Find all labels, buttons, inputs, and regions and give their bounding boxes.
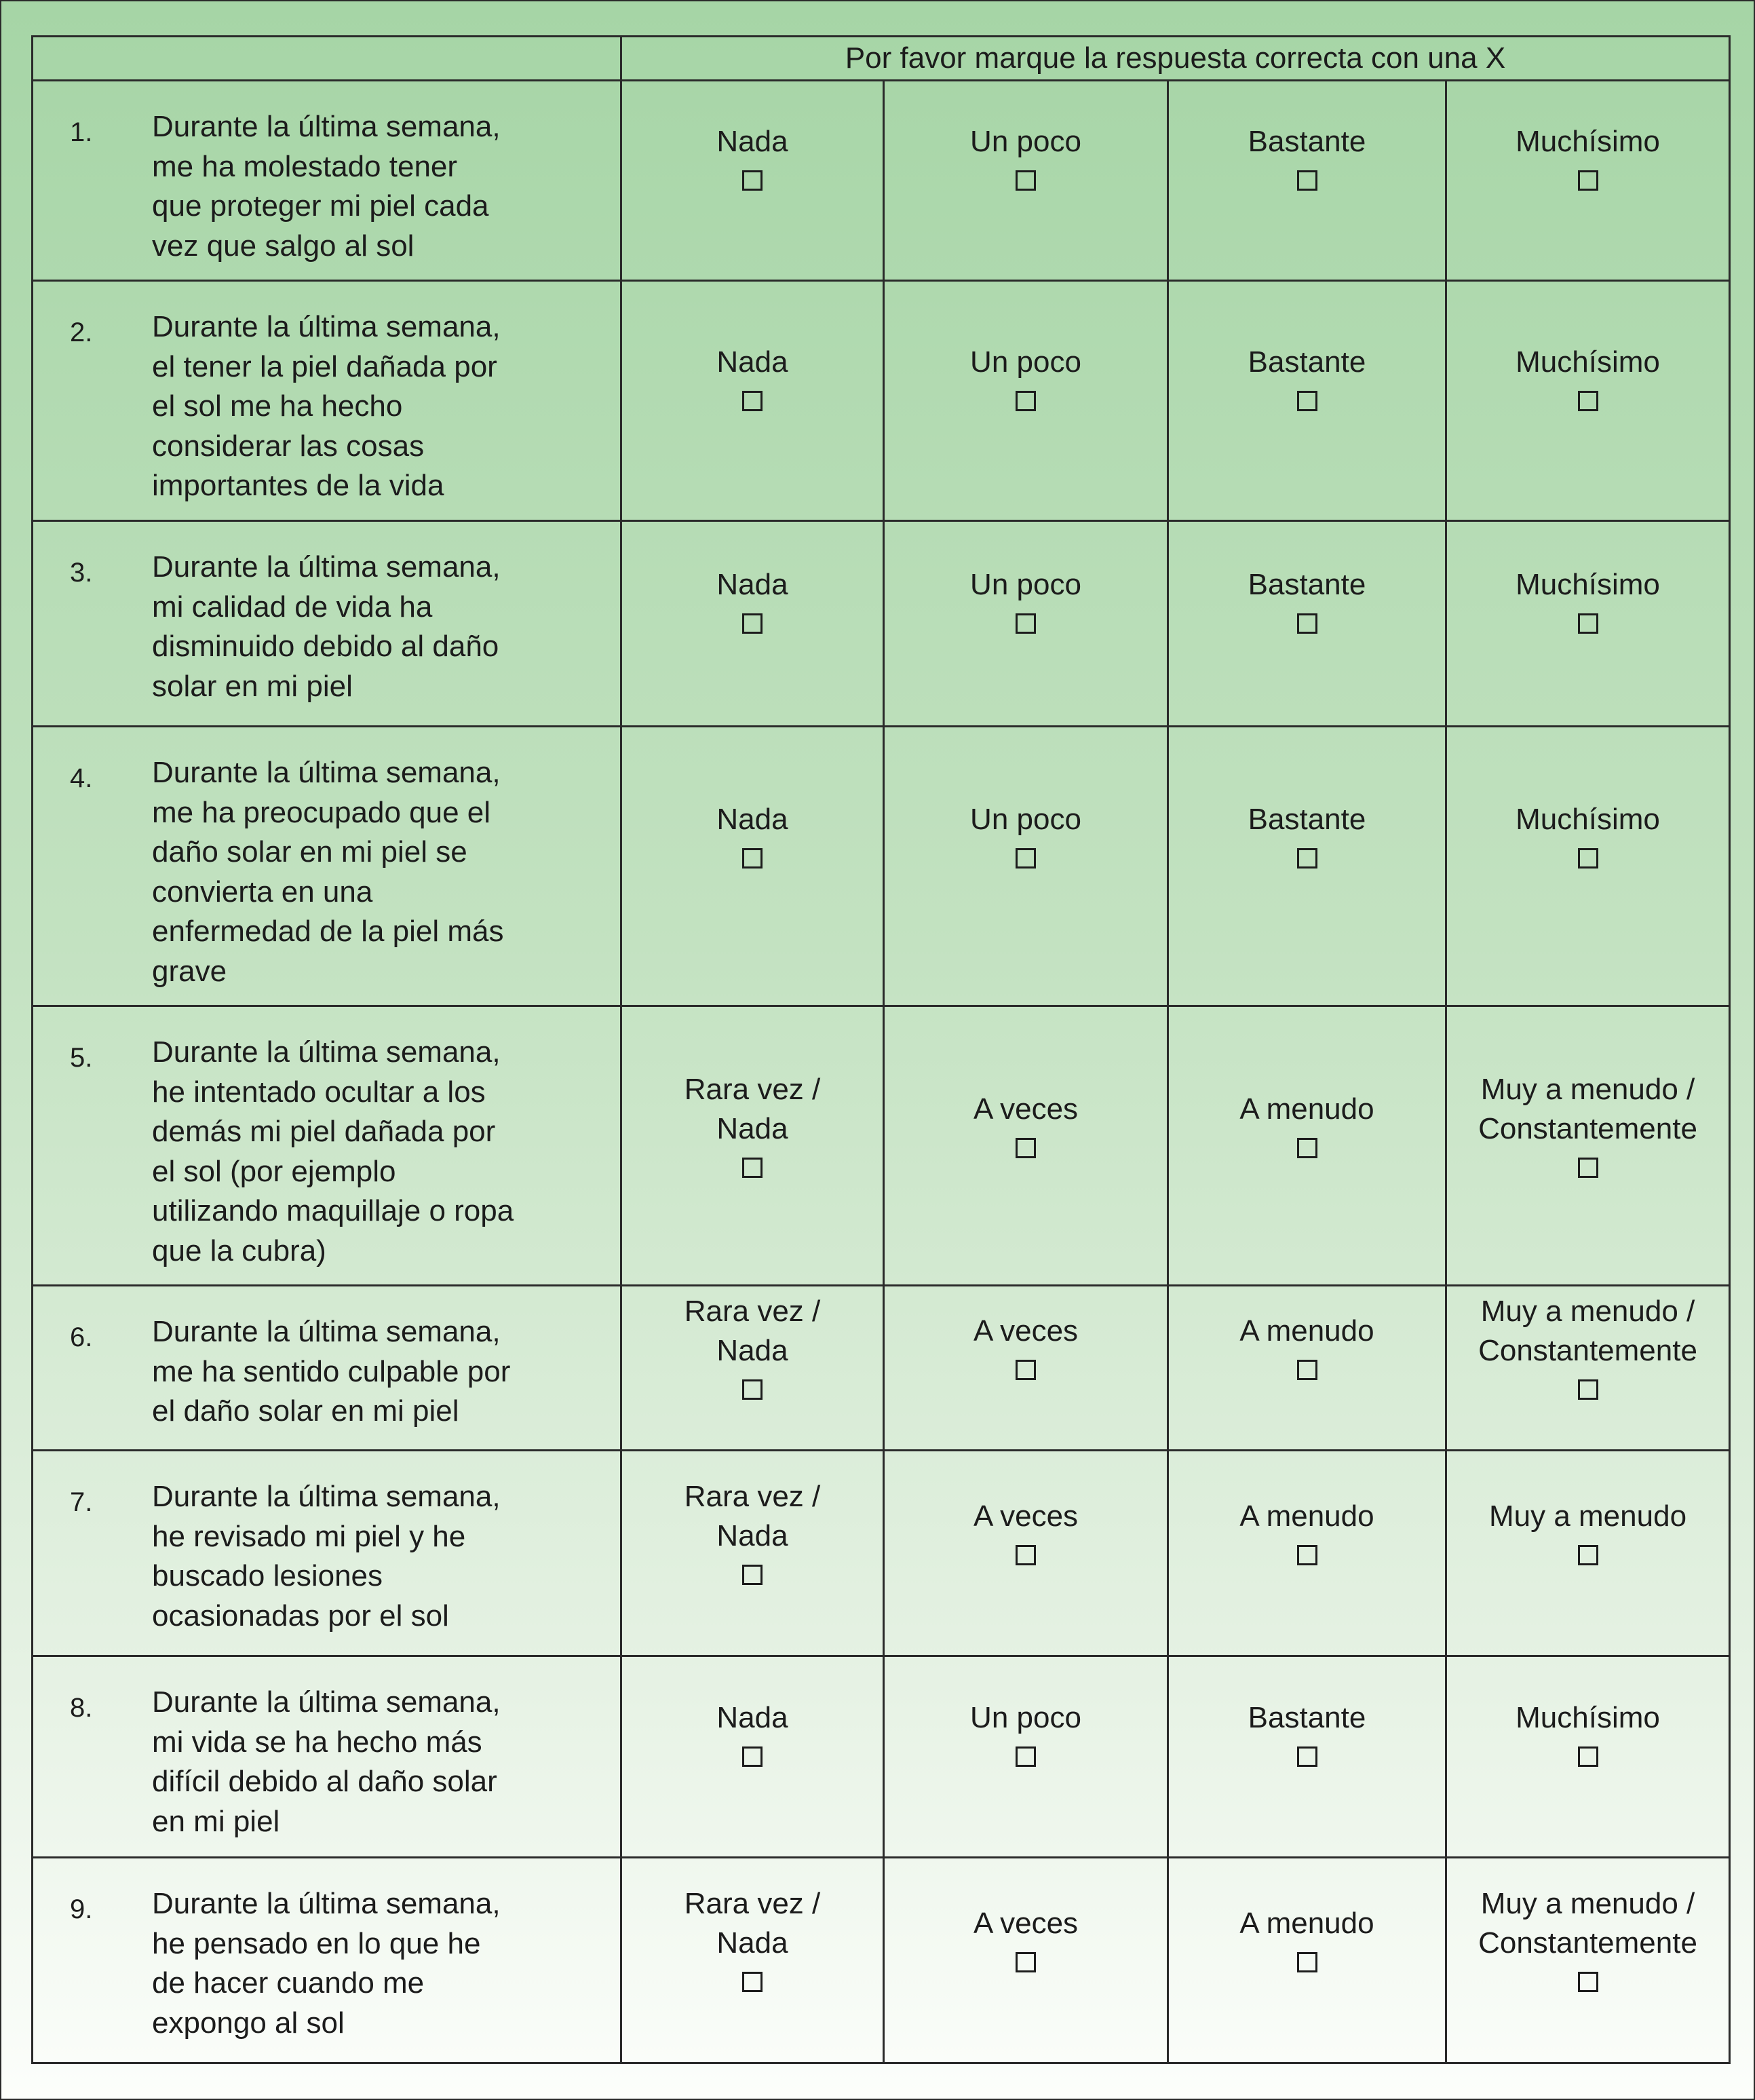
question-text-line: considerar las cosas xyxy=(152,429,425,463)
answer-checkbox[interactable] xyxy=(1297,170,1317,191)
question-text-line: mi calidad de vida ha xyxy=(152,590,433,624)
question-row-3 xyxy=(33,521,1730,727)
question-text-line: Durante la última semana, xyxy=(152,1887,501,1920)
answer-option-label: Constantemente xyxy=(1478,1111,1697,1145)
answer-option-2 xyxy=(884,521,1168,727)
question-text-line: me ha sentido culpable por xyxy=(152,1354,511,1388)
question-row-7 xyxy=(33,1451,1730,1656)
question-text xyxy=(152,753,593,991)
question-text-line: grave xyxy=(152,954,227,988)
answer-option-2 xyxy=(884,1006,1168,1286)
answer-option-2 xyxy=(884,727,1168,1006)
question-row-1 xyxy=(33,81,1730,281)
question-text xyxy=(152,1884,593,2043)
answer-option-4 xyxy=(1446,1656,1730,1858)
answer-option-label: Rara vez / xyxy=(684,1480,821,1513)
question-number: 9. xyxy=(70,1894,93,1924)
answer-option-4 xyxy=(1446,1858,1730,2063)
answer-checkbox[interactable] xyxy=(1016,170,1036,191)
answer-option-2 xyxy=(884,1451,1168,1656)
question-text-line: me ha molestado tener xyxy=(152,149,458,183)
answer-checkbox[interactable] xyxy=(1016,391,1036,411)
answer-checkbox[interactable] xyxy=(742,848,763,868)
answer-option-label: Rara vez / xyxy=(684,1887,821,1920)
question-text-line: difícil debido al daño solar xyxy=(152,1765,497,1798)
answer-option-label: Un poco xyxy=(970,1701,1081,1734)
answer-option-1 xyxy=(621,727,884,1006)
question-cell xyxy=(33,727,621,1006)
answer-checkbox[interactable] xyxy=(1016,613,1036,634)
answer-checkbox[interactable] xyxy=(1016,1138,1036,1158)
answer-checkbox[interactable] xyxy=(742,1972,763,1992)
answer-checkbox[interactable] xyxy=(1578,613,1598,634)
answer-option-label: Nada xyxy=(716,345,788,379)
answer-option-3 xyxy=(1168,81,1446,281)
question-number: 1. xyxy=(70,117,93,147)
answer-checkbox[interactable] xyxy=(1578,1158,1598,1178)
answer-option-1 xyxy=(621,521,884,727)
answer-option-1 xyxy=(621,81,884,281)
question-row-9 xyxy=(33,1858,1730,2063)
answer-option-label: Muy a menudo / xyxy=(1480,1072,1695,1106)
answer-checkbox[interactable] xyxy=(1016,1545,1036,1565)
answer-option-label: Nada xyxy=(716,802,788,836)
question-text-line: Durante la última semana, xyxy=(152,550,501,584)
answer-option-label: A veces xyxy=(973,1092,1079,1126)
answer-option-label: Un poco xyxy=(970,568,1081,601)
answer-checkbox[interactable] xyxy=(1297,1952,1317,1972)
answer-option-label: A menudo xyxy=(1239,1092,1374,1126)
question-text-line: Durante la última semana, xyxy=(152,310,501,343)
answer-option-label: Constantemente xyxy=(1478,1334,1697,1367)
question-text-line: he pensado en lo que he xyxy=(152,1926,481,1960)
answer-checkbox[interactable] xyxy=(1578,391,1598,411)
question-text-line: el sol (por ejemplo xyxy=(152,1154,396,1188)
question-number: 4. xyxy=(70,763,93,793)
question-row-8 xyxy=(33,1656,1730,1858)
answer-checkbox[interactable] xyxy=(1297,1138,1317,1158)
answer-checkbox[interactable] xyxy=(1016,1746,1036,1767)
question-cell xyxy=(33,1286,621,1451)
questions-body xyxy=(33,81,1730,2063)
answer-option-4 xyxy=(1446,1451,1730,1656)
answer-option-label: A menudo xyxy=(1239,1314,1374,1348)
question-cell xyxy=(33,281,621,521)
answer-option-label: Muy a menudo / xyxy=(1480,1887,1695,1920)
question-cell xyxy=(33,81,621,281)
answer-option-4 xyxy=(1446,521,1730,727)
question-number: 3. xyxy=(70,558,93,588)
question-text-line: de hacer cuando me xyxy=(152,1966,425,2000)
question-text-line: Durante la última semana, xyxy=(152,1035,501,1069)
instruction-header: Por favor marque la respuesta correcta con una X xyxy=(621,37,1730,81)
answer-option-label: Un poco xyxy=(970,345,1081,379)
answer-option-3 xyxy=(1168,1656,1446,1858)
answer-option-label: A veces xyxy=(973,1907,1079,1940)
question-text-line: ocasionadas por el sol xyxy=(152,1599,449,1633)
question-number: 5. xyxy=(70,1043,93,1073)
answer-checkbox[interactable] xyxy=(1297,848,1317,868)
answer-option-label: A veces xyxy=(973,1500,1079,1533)
question-text-line: el tener la piel dañada por xyxy=(152,349,497,383)
answer-checkbox[interactable] xyxy=(742,1565,763,1585)
answer-option-label: Muchísimo xyxy=(1516,345,1660,379)
question-text-line: disminuido debido al daño xyxy=(152,630,499,663)
answer-option-label: A menudo xyxy=(1239,1500,1374,1533)
answer-checkbox[interactable] xyxy=(742,170,763,191)
answer-option-label: Nada xyxy=(716,568,788,601)
answer-option-label: Muchísimo xyxy=(1516,568,1660,601)
question-cell xyxy=(33,1656,621,1858)
question-text-line: demás mi piel dañada por xyxy=(152,1115,496,1148)
answer-option-3 xyxy=(1168,727,1446,1006)
answer-option-3 xyxy=(1168,1451,1446,1656)
answer-option-label: Muy a menudo / xyxy=(1480,1295,1695,1328)
question-number: 6. xyxy=(70,1322,93,1352)
answer-option-label: Muchísimo xyxy=(1516,1701,1660,1734)
question-text xyxy=(152,1683,593,1841)
question-text-line: en mi piel xyxy=(152,1804,280,1838)
answer-option-label: Bastante xyxy=(1248,568,1366,601)
answer-option-4 xyxy=(1446,281,1730,521)
question-text-line: convierta en una xyxy=(152,875,373,909)
answer-checkbox[interactable] xyxy=(1297,1746,1317,1767)
answer-option-label: Nada xyxy=(716,1926,788,1960)
question-text-line: daño solar en mi piel se xyxy=(152,835,467,868)
question-row-2 xyxy=(33,281,1730,521)
question-text-line: utilizando maquillaje o ropa xyxy=(152,1194,514,1227)
answer-option-3 xyxy=(1168,521,1446,727)
answer-option-label: Rara vez / xyxy=(684,1295,821,1328)
questionnaire-table xyxy=(31,35,1731,2064)
answer-option-label: Nada xyxy=(716,1519,788,1552)
question-text-line: Durante la última semana, xyxy=(152,1315,501,1348)
answer-option-2 xyxy=(884,1858,1168,2063)
question-text-line: vez que salgo al sol xyxy=(152,229,414,263)
answer-option-label: A menudo xyxy=(1239,1907,1374,1940)
answer-option-label: Bastante xyxy=(1248,345,1366,379)
answer-option-label: Un poco xyxy=(970,125,1081,158)
answer-checkbox[interactable] xyxy=(1578,848,1598,868)
question-cell xyxy=(33,1006,621,1286)
question-row-6 xyxy=(33,1286,1730,1451)
answer-option-1 xyxy=(621,1656,884,1858)
answer-option-2 xyxy=(884,1286,1168,1451)
answer-option-label: Bastante xyxy=(1248,1701,1366,1734)
answer-option-label: Muchísimo xyxy=(1516,802,1660,836)
answer-option-2 xyxy=(884,1656,1168,1858)
question-text-line: Durante la última semana, xyxy=(152,1480,501,1513)
answer-option-1 xyxy=(621,1858,884,2063)
answer-checkbox[interactable] xyxy=(742,1746,763,1767)
question-text xyxy=(152,1312,593,1432)
question-text-line: Durante la última semana, xyxy=(152,756,501,789)
question-text-line: mi vida se ha hecho más xyxy=(152,1725,482,1759)
question-cell xyxy=(33,1858,621,2063)
header-row xyxy=(33,37,1730,81)
answer-checkbox[interactable] xyxy=(1578,1545,1598,1565)
question-row-4 xyxy=(33,727,1730,1006)
answer-option-3 xyxy=(1168,1858,1446,2063)
answer-option-3 xyxy=(1168,1006,1446,1286)
answer-checkbox[interactable] xyxy=(1016,1360,1036,1380)
question-number: 7. xyxy=(70,1487,93,1517)
question-text-line: Durante la última semana, xyxy=(152,110,501,143)
question-text xyxy=(152,107,593,266)
answer-option-3 xyxy=(1168,281,1446,521)
answer-option-label: Nada xyxy=(716,1111,788,1145)
answer-checkbox[interactable] xyxy=(1578,1379,1598,1400)
question-cell xyxy=(33,521,621,727)
question-text-line: he revisado mi piel y he xyxy=(152,1519,466,1553)
answer-option-label: Nada xyxy=(716,125,788,158)
question-number: 8. xyxy=(70,1693,93,1723)
answer-checkbox[interactable] xyxy=(1578,170,1598,191)
question-row-5 xyxy=(33,1006,1730,1286)
answer-option-4 xyxy=(1446,81,1730,281)
answer-option-2 xyxy=(884,281,1168,521)
answer-checkbox[interactable] xyxy=(742,391,763,411)
answer-option-4 xyxy=(1446,1006,1730,1286)
answer-option-4 xyxy=(1446,1286,1730,1451)
question-text-line: que proteger mi piel cada xyxy=(152,189,489,223)
answer-option-label: Rara vez / xyxy=(684,1072,821,1106)
answer-checkbox[interactable] xyxy=(1578,1972,1598,1992)
question-text-line: expongo al sol xyxy=(152,2006,345,2040)
question-text-line: enfermedad de la piel más xyxy=(152,915,504,948)
answer-option-label: Bastante xyxy=(1248,802,1366,836)
question-text-line: que la cubra) xyxy=(152,1234,326,1267)
question-text-line: el sol me ha hecho xyxy=(152,389,403,423)
answer-option-2 xyxy=(884,81,1168,281)
answer-checkbox[interactable] xyxy=(742,1379,763,1400)
answer-checkbox[interactable] xyxy=(1016,1952,1036,1972)
answer-option-1 xyxy=(621,1006,884,1286)
answer-option-label: Muy a menudo xyxy=(1488,1500,1687,1533)
answer-option-4 xyxy=(1446,727,1730,1006)
question-text-line: buscado lesiones xyxy=(152,1559,383,1592)
answer-checkbox[interactable] xyxy=(742,613,763,634)
answer-checkbox[interactable] xyxy=(1578,1746,1598,1767)
answer-checkbox[interactable] xyxy=(1297,1360,1317,1380)
question-text-line: el daño solar en mi piel xyxy=(152,1394,459,1428)
question-cell xyxy=(33,1451,621,1656)
question-text xyxy=(152,548,593,706)
answer-option-label: A veces xyxy=(973,1314,1079,1348)
answer-checkbox[interactable] xyxy=(742,1158,763,1178)
answer-checkbox[interactable] xyxy=(1297,613,1317,634)
answer-option-3 xyxy=(1168,1286,1446,1451)
question-text xyxy=(152,307,593,506)
header-empty-cell xyxy=(33,37,621,81)
answer-option-1 xyxy=(621,1286,884,1451)
question-text-line: Durante la última semana, xyxy=(152,1685,501,1719)
question-text xyxy=(152,1033,593,1271)
answer-option-label: Constantemente xyxy=(1478,1926,1697,1960)
question-text-line: importantes de la vida xyxy=(152,469,444,502)
answer-option-label: Bastante xyxy=(1248,125,1366,158)
answer-option-label: Un poco xyxy=(970,802,1081,836)
question-text-line: me ha preocupado que el xyxy=(152,795,491,829)
question-text-line: he intentado ocultar a los xyxy=(152,1075,486,1109)
answer-option-label: Muchísimo xyxy=(1516,125,1660,158)
answer-option-1 xyxy=(621,281,884,521)
answer-option-label: Nada xyxy=(716,1701,788,1734)
answer-checkbox[interactable] xyxy=(1297,391,1317,411)
question-number: 2. xyxy=(70,318,93,347)
question-text-line: solar en mi piel xyxy=(152,669,353,703)
answer-option-1 xyxy=(621,1451,884,1656)
answer-checkbox[interactable] xyxy=(1016,848,1036,868)
question-text xyxy=(152,1477,593,1636)
answer-option-label: Nada xyxy=(716,1334,788,1367)
answer-checkbox[interactable] xyxy=(1297,1545,1317,1565)
